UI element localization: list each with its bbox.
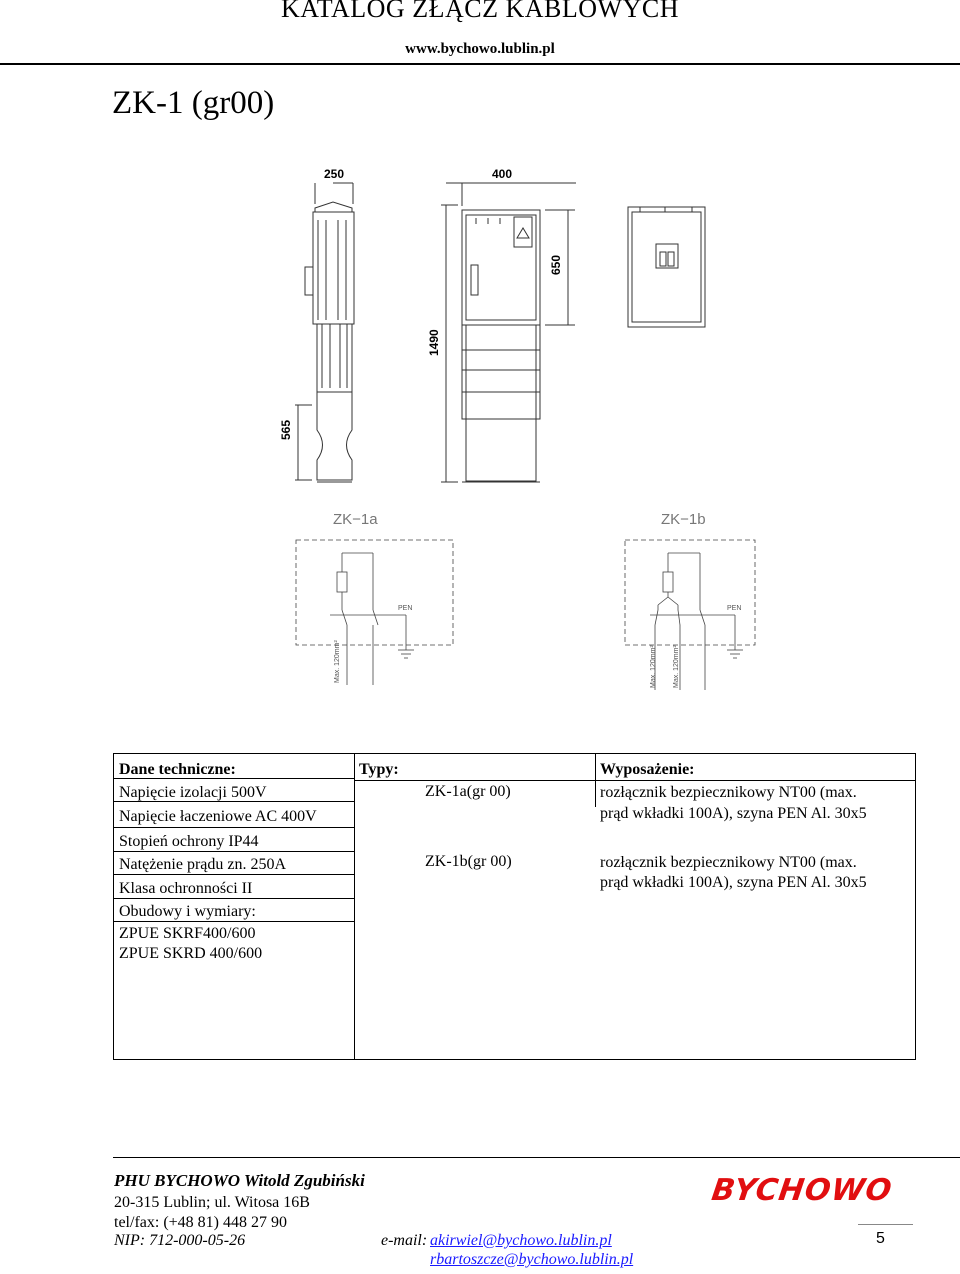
company-phone: tel/fax: (+48 81) 448 27 90 — [114, 1214, 287, 1231]
tech-spec: ZPUE SKRF400/600 — [119, 925, 256, 942]
equipment-line: rozłącznik bezpiecznikowy NT00 (max. — [600, 784, 857, 801]
zk1a-label: ZK−1a — [333, 511, 378, 528]
dim-400: 400 — [492, 167, 513, 181]
front-view — [441, 183, 576, 482]
tech-spec: Natężenie prądu zn. 250A — [119, 856, 287, 873]
table-header-line — [354, 780, 916, 781]
type-zk1a: ZK-1a(gr 00) — [425, 783, 511, 800]
catalog-title: KATALOG ZŁĄCZ KABLOWYCH — [281, 0, 679, 23]
pen-label-a: PEN — [398, 605, 413, 612]
back-view — [628, 207, 705, 327]
dim-250: 250 — [324, 167, 345, 181]
tech-spec: Napięcie izolacji 500V — [119, 784, 267, 801]
company-name: PHU BYCHOWO Witold Zgubiński — [114, 1171, 365, 1190]
page-number-rule — [858, 1224, 913, 1225]
equipment-line: prąd wkładki 100A), szyna PEN Al. 30x5 — [600, 874, 867, 891]
company-nip: NIP: 712-000-05-26 — [114, 1232, 246, 1249]
max-cable-label-b2: Max. 120mm² — [673, 645, 680, 688]
tech-spec: Stopień ochrony IP44 — [119, 833, 259, 850]
email-link[interactable]: rbartoszcze@bychowo.lublin.pl — [430, 1251, 634, 1268]
table-row-line — [113, 851, 354, 852]
page-title: ZK-1 (gr00) — [112, 85, 275, 121]
footer-divider — [113, 1157, 960, 1158]
schematic-zk1a — [296, 540, 453, 685]
technical-drawing — [0, 160, 960, 705]
company-address: 20-315 Lublin; ul. Witosa 16B — [114, 1194, 310, 1211]
zk1b-label: ZK−1b — [661, 511, 706, 528]
tech-spec: Napięcie łaczeniowe AC 400V — [119, 808, 317, 825]
table-row-line — [113, 898, 354, 899]
dim-650: 650 — [549, 254, 563, 275]
header-technical: Dane techniczne: — [119, 761, 236, 778]
header-types: Typy: — [359, 761, 399, 778]
dim-565: 565 — [279, 419, 293, 440]
email-label: e-mail: — [381, 1232, 428, 1249]
header-url[interactable]: www.bychowo.lublin.pl — [405, 41, 555, 57]
equipment-line: prąd wkładki 100A), szyna PEN Al. 30x5 — [600, 805, 867, 822]
side-view — [295, 183, 354, 482]
dim-1490: 1490 — [427, 329, 441, 356]
table-row-line — [113, 827, 354, 828]
equipment-line: rozłącznik bezpiecznikowy NT00 (max. — [600, 854, 857, 871]
tech-spec: Klasa ochronności II — [119, 880, 253, 897]
type-zk1b: ZK-1b(gr 00) — [425, 853, 512, 870]
header-equipment: Wyposażenie: — [600, 761, 695, 778]
header-divider — [0, 63, 960, 65]
email-link[interactable]: akirwiel@bychowo.lublin.pl — [430, 1232, 612, 1249]
pen-label-b: PEN — [727, 605, 742, 612]
page-number: 5 — [876, 1230, 885, 1247]
bychowo-logo: BYCHOWO — [709, 1173, 895, 1208]
schematic-zk1b — [625, 540, 755, 690]
max-cable-label-a: Max. 120mm² — [334, 640, 341, 683]
tech-spec: ZPUE SKRD 400/600 — [119, 945, 263, 962]
tech-spec: Obudowy i wymiary: — [119, 903, 256, 920]
table-row-line — [113, 921, 354, 922]
table-column-divider — [354, 753, 355, 1060]
max-cable-label-b1: Max. 120mm² — [650, 645, 657, 688]
table-row-line — [113, 874, 354, 875]
